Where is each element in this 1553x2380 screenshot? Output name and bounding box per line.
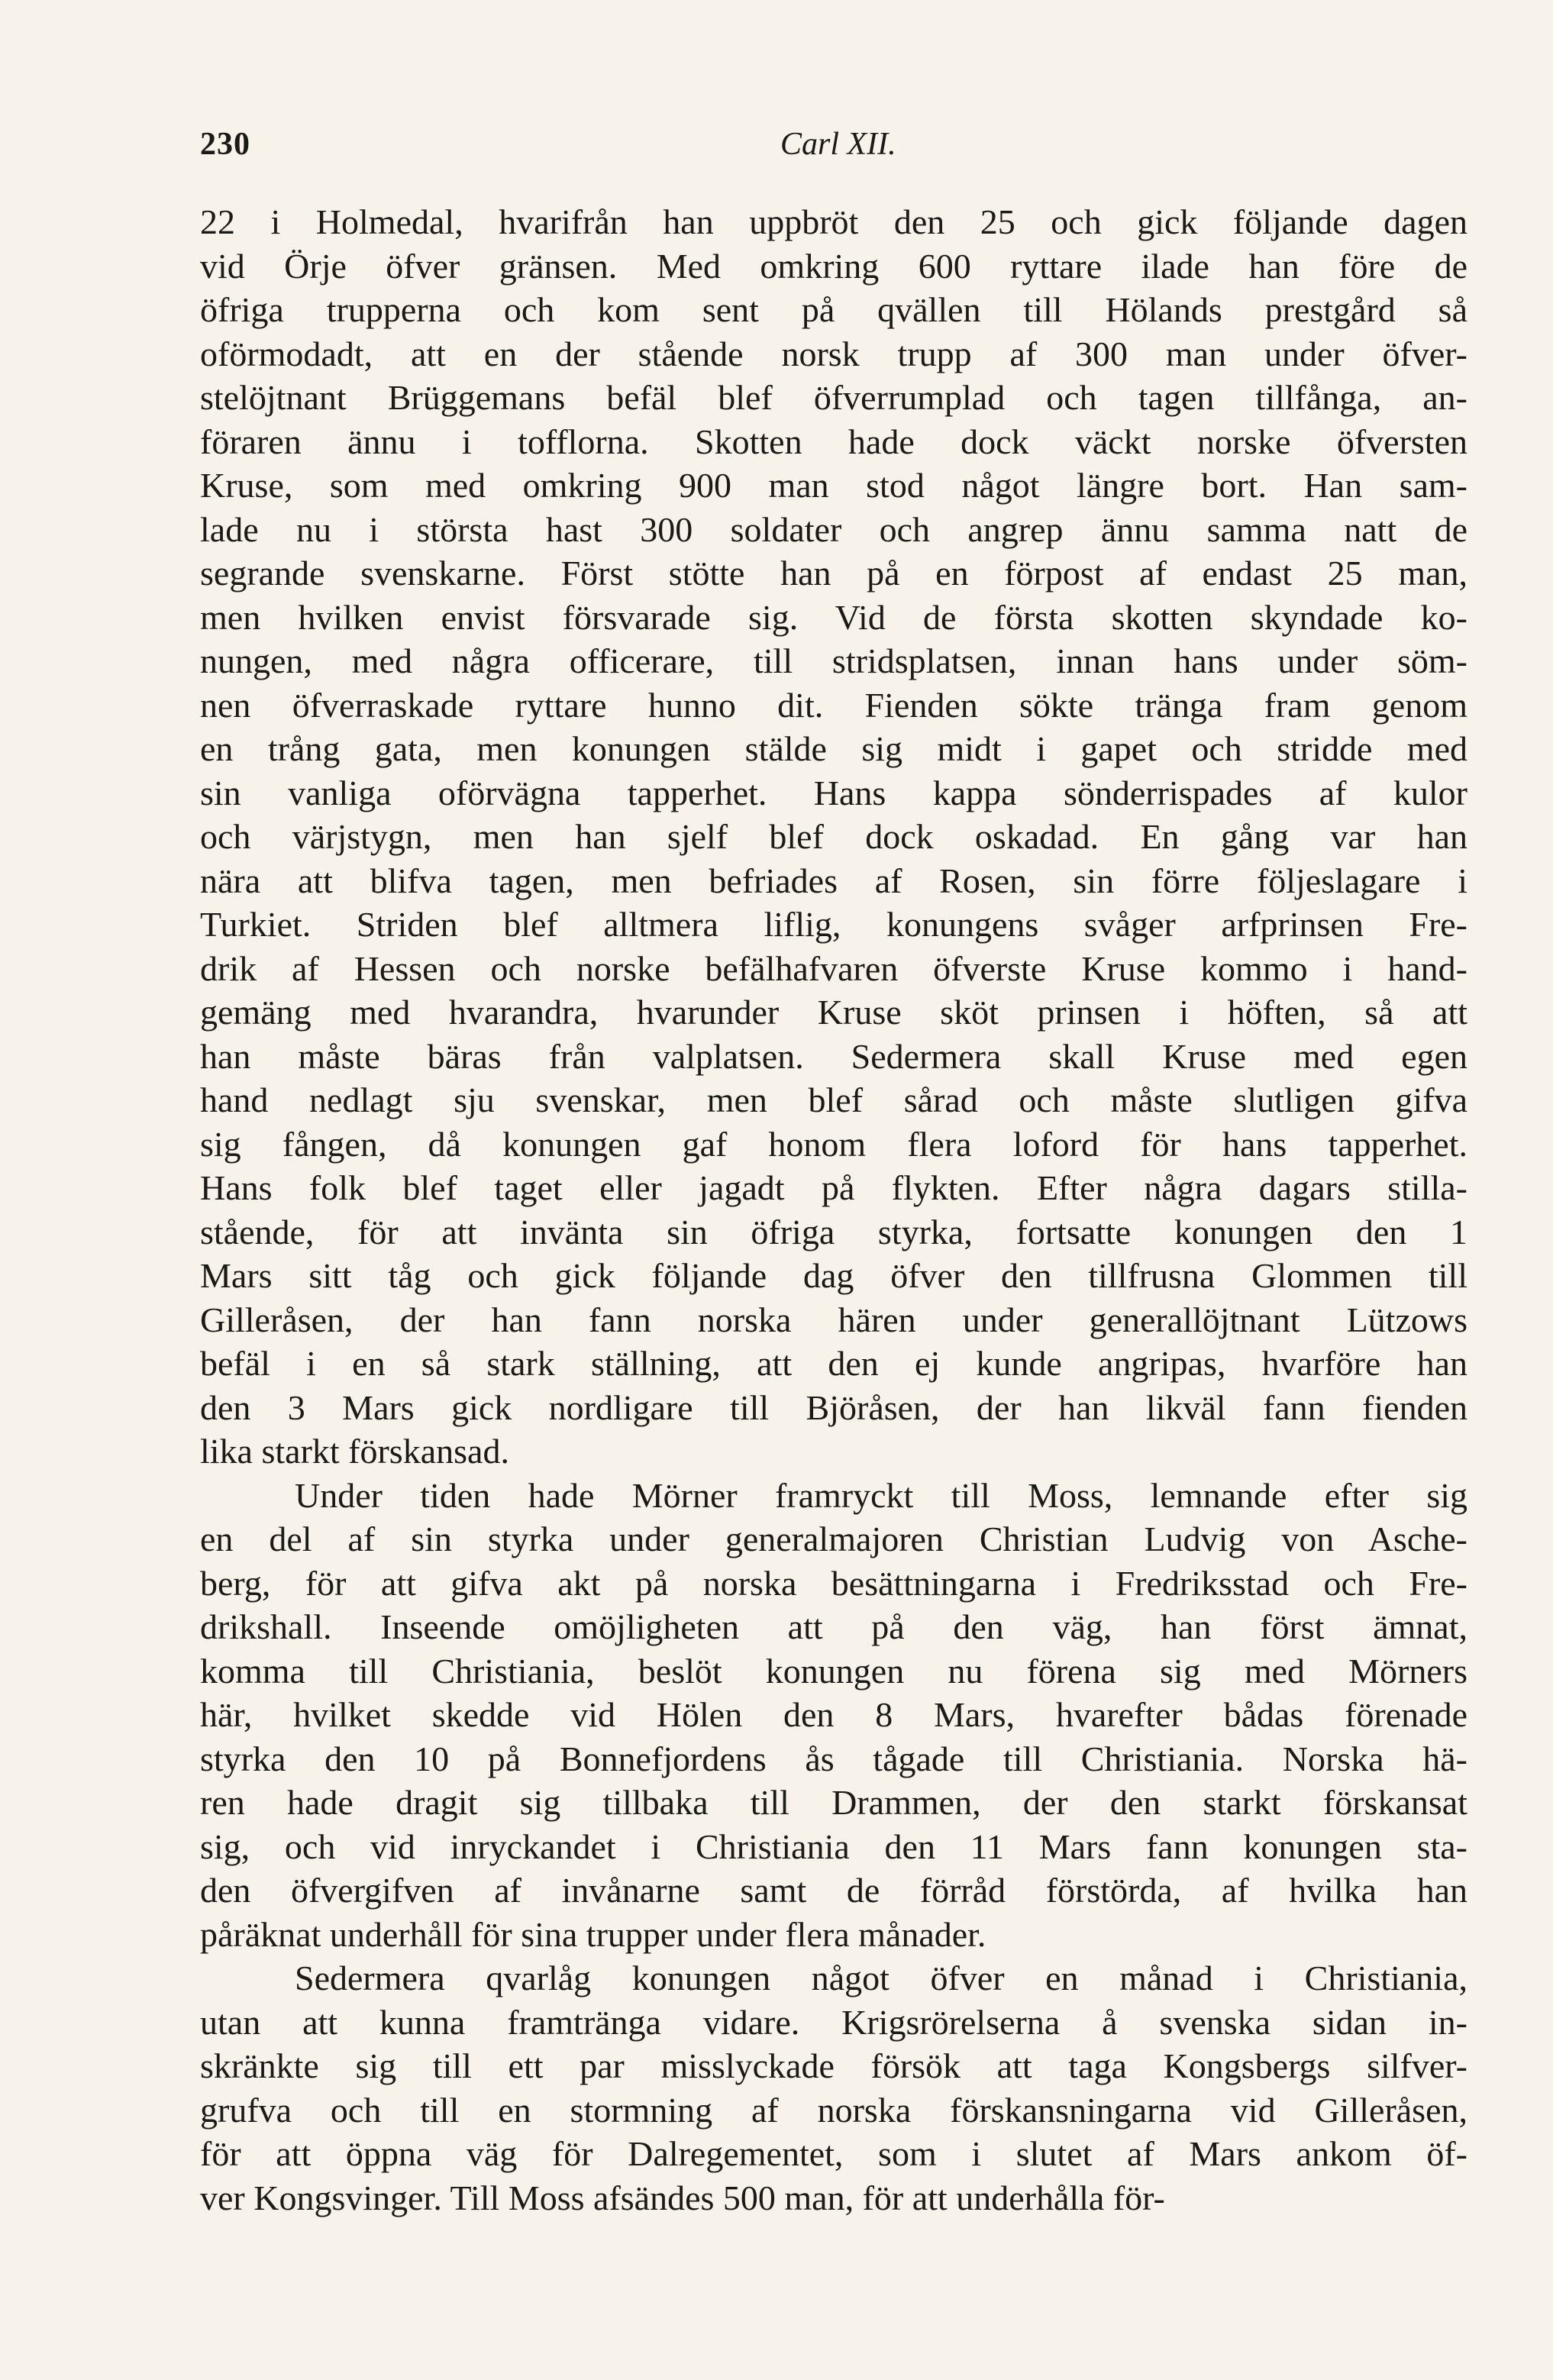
text-line: sin vanliga oförvägna tapperhet. Hans kappa sönderrispades af kulor	[200, 773, 1467, 812]
text-line: men hvilken envist försvarade sig. Vid de första skotten skyndade ko-	[200, 597, 1467, 637]
text-line: grufva och till en stormning af norska förskansningarna vid Gilleråsen,	[200, 2090, 1467, 2130]
paragraph	[200, 1956, 1467, 2220]
text-line: lika starkt förskansad.	[200, 1432, 509, 1471]
text-line: nen öfverraskade ryttare hunno dit. Fienden sökte tränga fram genom	[200, 685, 1467, 725]
text-line: nära att blifva tagen, men befriades af Rosen, sin förre följeslagare i	[200, 861, 1467, 900]
page-number: 230	[200, 127, 250, 162]
text-line: segrande svenskarne. Först stötte han på en förpost af endast 25 man,	[200, 554, 1467, 593]
text-line: nungen, med några officerare, till stridsplatsen, innan hans under söm-	[200, 641, 1467, 680]
text-line: här, hvilket skedde vid Hölen den 8 Mars, hvarefter bådas förenade	[200, 1695, 1467, 1734]
text-line: och värjstygn, men han sjelf blef dock oskadad. En gång var han	[200, 817, 1467, 856]
text-line: befäl i en så stark ställning, att den ej kunde angripas, hvarföre han	[200, 1344, 1467, 1383]
text-line: Turkiet. Striden blef alltmera liflig, konungens svåger arfprinsen Fre-	[200, 905, 1467, 944]
text-line: Kruse, som med omkring 900 man stod något längre bort. Han sam-	[200, 466, 1467, 505]
text-line: han måste bäras från valplatsen. Sedermera skall Kruse med egen	[200, 1036, 1467, 1076]
text-line: Sedermera qvarlåg konungen något öfver en månad i Christiania,	[295, 1959, 1467, 1997]
text-line: sig fången, då konungen gaf honom flera loford för hans tapperhet.	[200, 1124, 1467, 1164]
text-line: lade nu i största hast 300 soldater och angrep ännu samma natt de	[200, 509, 1467, 549]
text-line: utan att kunna framtränga vidare. Krigsrörelserna å svenska sidan in-	[200, 2002, 1467, 2042]
text-line: berg, för att gifva akt på norska besättningarna i Fredriksstad och Fre-	[200, 1563, 1467, 1603]
text-line: föraren ännu i tofflorna. Skotten hade dock väckt norske öfversten	[200, 421, 1467, 461]
paragraph	[200, 1474, 1467, 1957]
text-line: drikshall. Inseende omöjligheten att på den väg, han först ämnat,	[200, 1607, 1467, 1646]
page-header	[200, 126, 1460, 179]
text-line: stående, för att invänta sin öfriga styrka, fortsatte konungen den 1	[200, 1212, 1467, 1251]
body-text	[200, 200, 1467, 2220]
text-line: komma till Christiania, beslöt konungen nu förena sig med Mörners	[200, 1651, 1467, 1691]
text-line: Under tiden hade Mörner framryckt till Moss, lemnande efter sig	[295, 1475, 1467, 1515]
text-line: skränkte sig till ett par misslyckade försök att taga Kongsbergs silfver-	[200, 2046, 1467, 2085]
text-line: ver Kongsvinger. Till Moss afsändes 500 man, för att underhålla för-	[200, 2178, 1165, 2217]
text-line: en trång gata, men konungen stälde sig midt i gapet och stridde med	[200, 729, 1467, 768]
text-line: den öfvergifven af invånarne samt de förråd förstörda, af hvilka han	[200, 1871, 1467, 1910]
text-line: vid Örje öfver gränsen. Med omkring 600 ryttare ilade han före de	[200, 246, 1467, 286]
text-line: påräknat underhåll för sina trupper under flera månader.	[200, 1914, 986, 1954]
text-line: oförmodadt, att en der stående norsk trupp af 300 man under öfver-	[200, 334, 1467, 373]
text-line: Gilleråsen, der han fann norska hären under generallöjtnant Lützows	[200, 1300, 1467, 1339]
text-line: gemäng med hvarandra, hvarunder Kruse sköt prinsen i höften, så att	[200, 993, 1467, 1032]
text-line: styrka den 10 på Bonnefjordens ås tågade till Christiania. Norska hä-	[200, 1739, 1467, 1778]
text-line: sig, och vid inryckandet i Christiania den 11 Mars fann konungen sta-	[200, 1826, 1467, 1866]
text-line: Mars sitt tåg och gick följande dag öfver den tillfrusna Glommen till	[200, 1256, 1467, 1295]
paragraph	[200, 200, 1467, 1474]
text-line: öfriga trupperna och kom sent på qvällen till Hölands prestgård så	[200, 290, 1467, 329]
text-line: en del af sin styrka under generalmajoren Christian Ludvig von Asche-	[200, 1519, 1467, 1558]
text-line: ren hade dragit sig tillbaka till Drammen, der den starkt förskansat	[200, 1783, 1467, 1822]
text-line: hand nedlagt sju svenskar, men blef sårad och måste slutligen gifva	[200, 1080, 1467, 1119]
text-line: den 3 Mars gick nordligare till Björåsen, der han likväl fann fienden	[200, 1387, 1467, 1427]
text-line: drik af Hessen och norske befälhafvaren öfverste Kruse kommo i hand-	[200, 948, 1467, 988]
text-line: stelöjtnant Brüggemans befäl blef öfverrumplad och tagen tillfånga, an-	[200, 378, 1467, 417]
text-line: 22 i Holmedal, hvarifrån han uppbröt den 25 och gick följande dagen	[200, 202, 1467, 241]
text-line: Hans folk blef taget eller jagadt på flykten. Efter några dagars stilla-	[200, 1168, 1467, 1207]
text-line: för att öppna väg för Dalregementet, som i slutet af Mars ankom öf-	[200, 2134, 1467, 2173]
running-title: Carl XII.	[780, 127, 896, 162]
